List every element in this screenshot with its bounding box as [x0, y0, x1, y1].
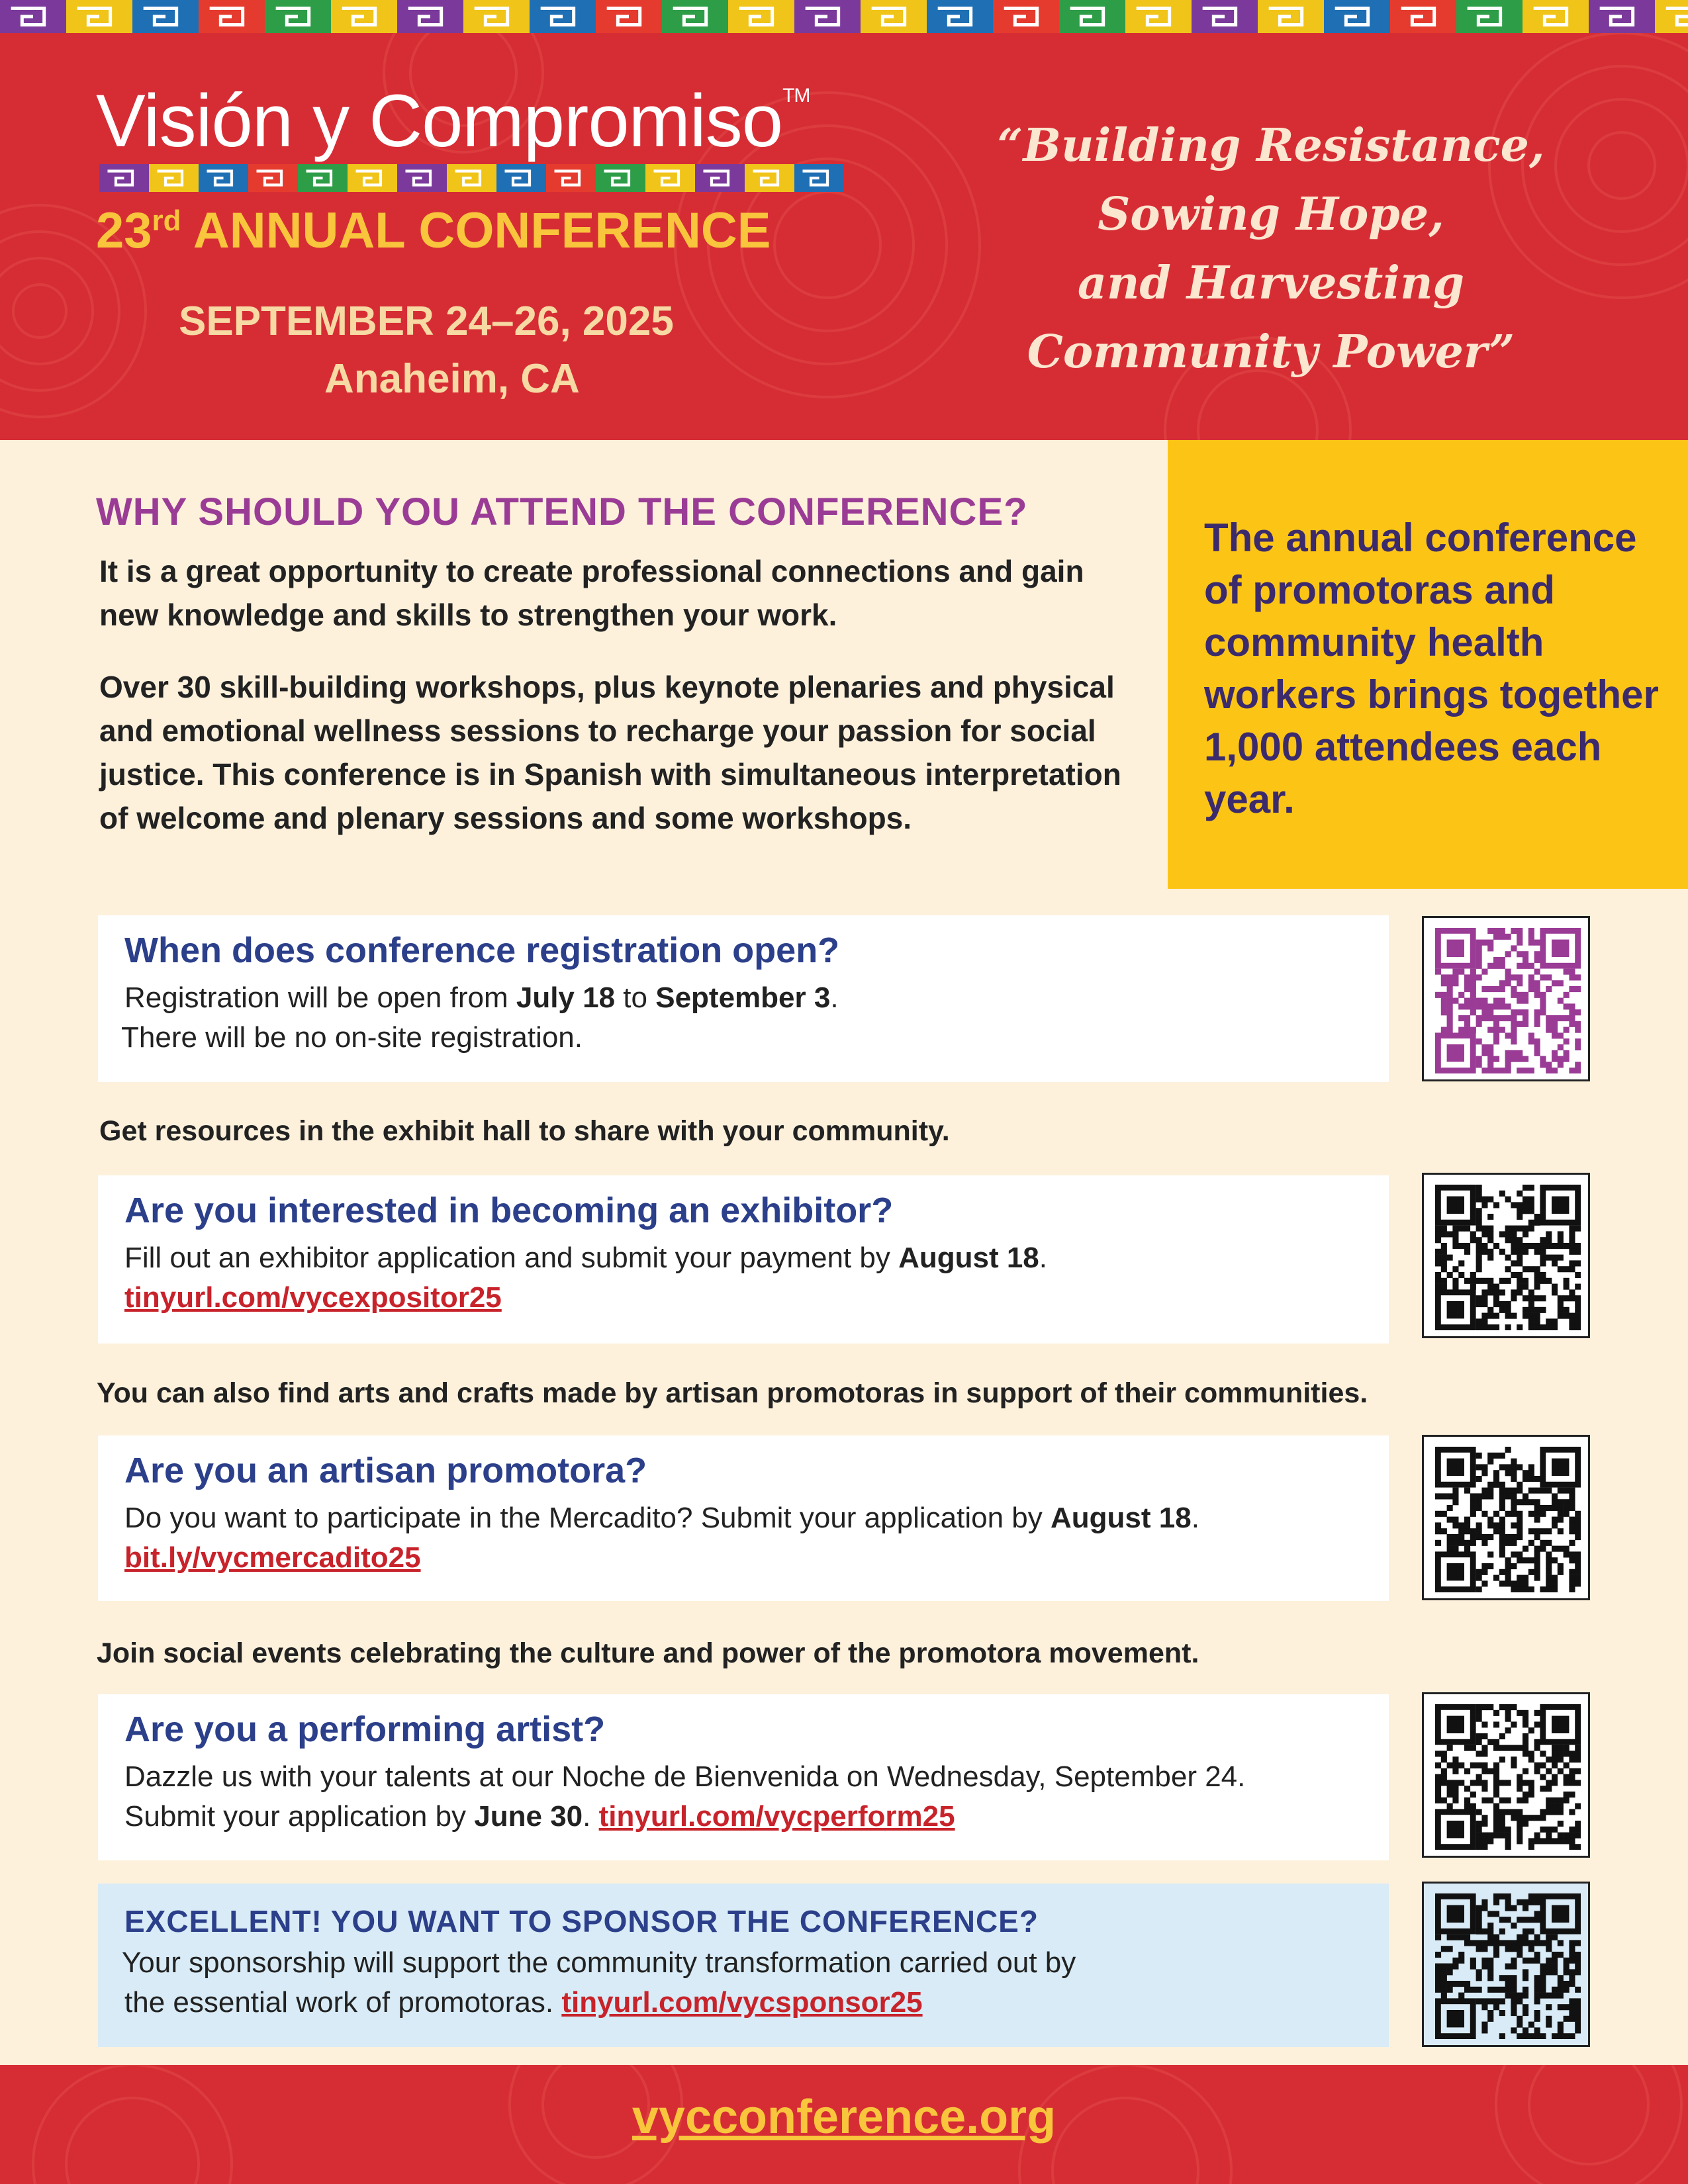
- qr-code-icon[interactable]: [1422, 916, 1590, 1081]
- registration-box: [98, 915, 1389, 1082]
- attendance-callout: The annual conference of promotoras and community health workers brings together 1,000 attendees each year.: [1168, 440, 1688, 889]
- performer-box: [98, 1694, 1389, 1860]
- exhibit-hall-line: Get resources in the exhibit hall to share with your community.: [99, 1115, 950, 1147]
- registration-onsite-line: There will be no on-site registration.: [121, 1021, 583, 1054]
- why-paragraph-1: It is a great opportunity to create professional connections and gain new knowledge and skills to strengthen your work.: [99, 554, 1084, 632]
- footer-banner: [0, 2065, 1688, 2184]
- top-pattern-stripe: [0, 0, 1688, 33]
- artisan-question: Are you an artisan promotora?: [124, 1451, 647, 1490]
- qr-code-icon[interactable]: [1422, 1435, 1590, 1600]
- conference-location: Anaheim, CA: [324, 356, 580, 402]
- sponsor-question: EXCELLENT! YOU WANT TO SPONSOR THE CONFERENCE?: [124, 1904, 1039, 1938]
- artisan-deadline-line: Do you want to participate in the Mercadito? Submit your application by August 18.: [124, 1502, 1199, 1534]
- exhibitor-link[interactable]: tinyurl.com/vycexpositor25: [124, 1281, 502, 1314]
- performer-question: Are you a performing artist?: [124, 1709, 606, 1749]
- performer-description: Dazzle us with your talents at our Noche de Bienvenida on Wednesday, September 24.: [124, 1760, 1246, 1793]
- sponsor-description: Your sponsorship will support the community transformation carried out by: [122, 1946, 1076, 1979]
- artisan-link[interactable]: bit.ly/vycmercadito25: [124, 1541, 421, 1574]
- why-attend-heading: WHY SHOULD YOU ATTEND THE CONFERENCE?: [96, 490, 1028, 533]
- qr-code-icon[interactable]: [1422, 1882, 1590, 2047]
- website-link[interactable]: vycconference.org: [632, 2091, 1056, 2144]
- social-events-line: Join social events celebrating the culture and power of the promotora movement.: [97, 1637, 1199, 1669]
- qr-code-icon[interactable]: [1422, 1173, 1590, 1338]
- performer-deadline-line: Submit your application by June 30. tinyurl.com/vycperform25: [124, 1800, 955, 1833]
- conference-dates: SEPTEMBER 24–26, 2025: [179, 298, 674, 344]
- arts-crafts-line: You can also find arts and crafts made by artisan promotoras in support of their communities.: [97, 1377, 1368, 1409]
- registration-question: When does conference registration open?: [124, 931, 840, 970]
- performer-link[interactable]: tinyurl.com/vycperform25: [598, 1800, 955, 1833]
- title-pattern-stripe: [99, 164, 844, 192]
- annual-conference-label: 23rd ANNUAL CONFERENCE: [96, 203, 771, 259]
- conference-theme-quote: “Building Resistance, Sowing Hope, and Harvesting Community Power”: [997, 119, 1545, 379]
- header-banner: [0, 33, 1688, 440]
- sponsor-link-line: the essential work of promotoras. tinyurl.com/vycsponsor25: [124, 1986, 923, 2019]
- exhibitor-box: [98, 1175, 1389, 1343]
- qr-code-icon[interactable]: [1422, 1692, 1590, 1858]
- conference-title: Visión y Compromiso™: [96, 79, 810, 162]
- why-paragraph-2: Over 30 skill-building workshops, plus keynote plenaries and physical and emotional wellness sessions to recharge your passion for social justice. This conference is in Spanish with simultaneous interpretation of welcome and plenary sessions and some workshops.: [99, 670, 1121, 835]
- registration-dates-line: Registration will be open from July 18 to September 3.: [124, 981, 839, 1014]
- sponsor-box: [98, 1884, 1389, 2047]
- exhibitor-question: Are you interested in becoming an exhibitor?: [124, 1191, 894, 1230]
- exhibitor-deadline-line: Fill out an exhibitor application and submit your payment by August 18.: [124, 1242, 1048, 1274]
- sponsor-link[interactable]: tinyurl.com/vycsponsor25: [561, 1986, 923, 2019]
- artisan-box: [98, 1435, 1389, 1601]
